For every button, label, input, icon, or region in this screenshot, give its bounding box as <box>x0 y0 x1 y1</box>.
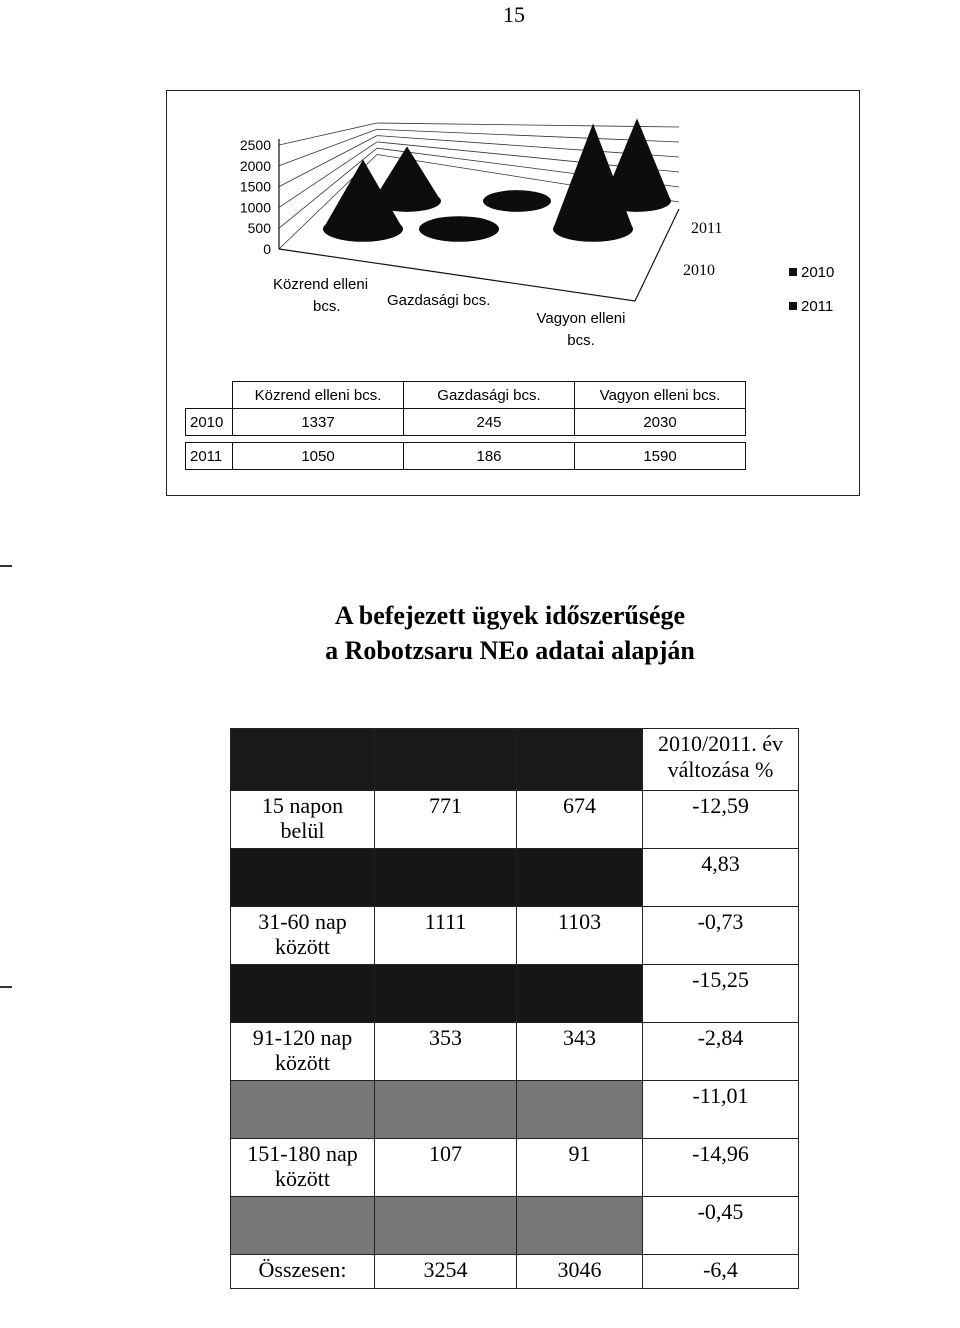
value-2010 <box>375 965 517 1023</box>
value-2010 <box>375 1081 517 1139</box>
table-header: Vagyon elleni bcs. <box>575 382 746 409</box>
value-2010 <box>375 849 517 907</box>
table-row <box>231 1255 799 1289</box>
depth-label: 2010 <box>683 262 715 279</box>
row-label-line: belül <box>280 818 325 843</box>
row-label-line: között <box>275 1166 330 1191</box>
change-percent: 4,83 <box>643 849 799 907</box>
value-2011: 343 <box>517 1023 643 1081</box>
row-label <box>231 1023 375 1081</box>
table-cell: 1337 <box>233 409 404 436</box>
value-2011: 3046 <box>517 1255 643 1289</box>
row-label: 2011 <box>186 443 233 470</box>
category-label: bcs. <box>567 332 595 349</box>
change-percent: -6,4 <box>643 1255 799 1289</box>
row-label-line: 91-120 nap <box>252 1025 353 1050</box>
y-tick-label: 0 <box>263 241 271 257</box>
row-label <box>231 1081 375 1139</box>
table-row <box>231 907 799 965</box>
change-percent: -0,45 <box>643 1197 799 1255</box>
header-cell <box>517 729 643 791</box>
x-axis-labels <box>273 276 625 349</box>
table-row <box>231 1197 799 1255</box>
value-2011 <box>517 849 643 907</box>
table-row <box>231 1081 799 1139</box>
change-header-line: 2010/2011. év <box>657 731 784 756</box>
value-2011: 674 <box>517 791 643 849</box>
cone-2011 <box>483 190 551 212</box>
row-label: 2010 <box>186 409 233 436</box>
y-axis <box>240 137 271 257</box>
category-label: bcs. <box>313 298 341 315</box>
row-label-line: 151-180 nap <box>247 1141 358 1166</box>
table-row <box>231 849 799 907</box>
header-cell <box>375 729 517 791</box>
value-2010: 353 <box>375 1023 517 1081</box>
table-cell: 1050 <box>233 443 404 470</box>
margin-mark <box>0 986 12 988</box>
table-cell: 1590 <box>575 443 746 470</box>
change-header-line: változása % <box>667 757 774 782</box>
header-cell <box>231 729 375 791</box>
row-label <box>231 1197 375 1255</box>
table-row <box>231 965 799 1023</box>
table-row <box>231 791 799 849</box>
value-2010: 1111 <box>375 907 517 965</box>
timeliness-table <box>230 728 799 1289</box>
row-label <box>231 965 375 1023</box>
value-2011 <box>517 1081 643 1139</box>
y-tick-label: 2000 <box>239 157 271 174</box>
row-label-line: között <box>275 1050 330 1075</box>
legend <box>789 264 834 315</box>
change-percent: -12,59 <box>643 791 799 849</box>
gridline <box>279 123 377 145</box>
page-number: 15 <box>503 2 525 27</box>
y-tick-label: 500 <box>247 220 271 237</box>
title-line: a Robotzsaru NEo adatai alapján <box>325 636 695 665</box>
table-header: Közrend elleni bcs. <box>233 382 404 409</box>
chart-data-table <box>185 381 746 470</box>
y-tick-label: 2500 <box>239 137 271 153</box>
category-label: Vagyon elleni <box>536 310 626 327</box>
legend-label: 2011 <box>801 298 834 315</box>
legend-swatch <box>789 302 797 310</box>
table-header: Gazdasági bcs. <box>404 382 575 409</box>
row-label <box>231 907 375 965</box>
title-line: A befejezett ügyek időszerűsége <box>334 601 686 630</box>
legend-swatch <box>789 268 797 276</box>
change-percent: -11,01 <box>643 1081 799 1139</box>
table-cell: 186 <box>404 443 575 470</box>
change-percent: -14,96 <box>643 1139 799 1197</box>
depth-axis-labels <box>683 220 722 279</box>
row-label-line: 31-60 nap <box>258 909 347 934</box>
row-label: Összesen: <box>231 1255 375 1289</box>
cone-2010 <box>419 216 499 242</box>
row-label-line: között <box>275 934 330 959</box>
value-2010: 771 <box>375 791 517 849</box>
row-label-line: 15 napon <box>261 793 344 818</box>
change-percent: -0,73 <box>643 907 799 965</box>
value-2010: 107 <box>375 1139 517 1197</box>
margin-mark <box>0 565 12 567</box>
value-2010 <box>375 1197 517 1255</box>
value-2010: 3254 <box>375 1255 517 1289</box>
change-percent: -15,25 <box>643 965 799 1023</box>
table-cell: 2030 <box>575 409 746 436</box>
section-title <box>240 598 780 668</box>
value-2011 <box>517 1197 643 1255</box>
depth-label: 2011 <box>691 220 723 237</box>
corner-cell <box>186 382 233 409</box>
cone-chart <box>166 90 860 496</box>
table-row <box>231 1139 799 1197</box>
category-label: Közrend elleni <box>273 276 369 293</box>
value-2011: 91 <box>517 1139 643 1197</box>
table-cell: 245 <box>404 409 575 436</box>
value-2011: 1103 <box>517 907 643 965</box>
row-label <box>231 849 375 907</box>
change-header <box>643 729 799 791</box>
table-row <box>231 1023 799 1081</box>
row-label <box>231 1139 375 1197</box>
category-label: Gazdasági bcs. <box>387 292 491 309</box>
y-tick-label: 1500 <box>239 178 271 195</box>
change-percent: -2,84 <box>643 1023 799 1081</box>
legend-label: 2010 <box>801 264 835 281</box>
row-label <box>231 791 375 849</box>
y-tick-label: 1000 <box>239 199 271 216</box>
value-2011 <box>517 965 643 1023</box>
